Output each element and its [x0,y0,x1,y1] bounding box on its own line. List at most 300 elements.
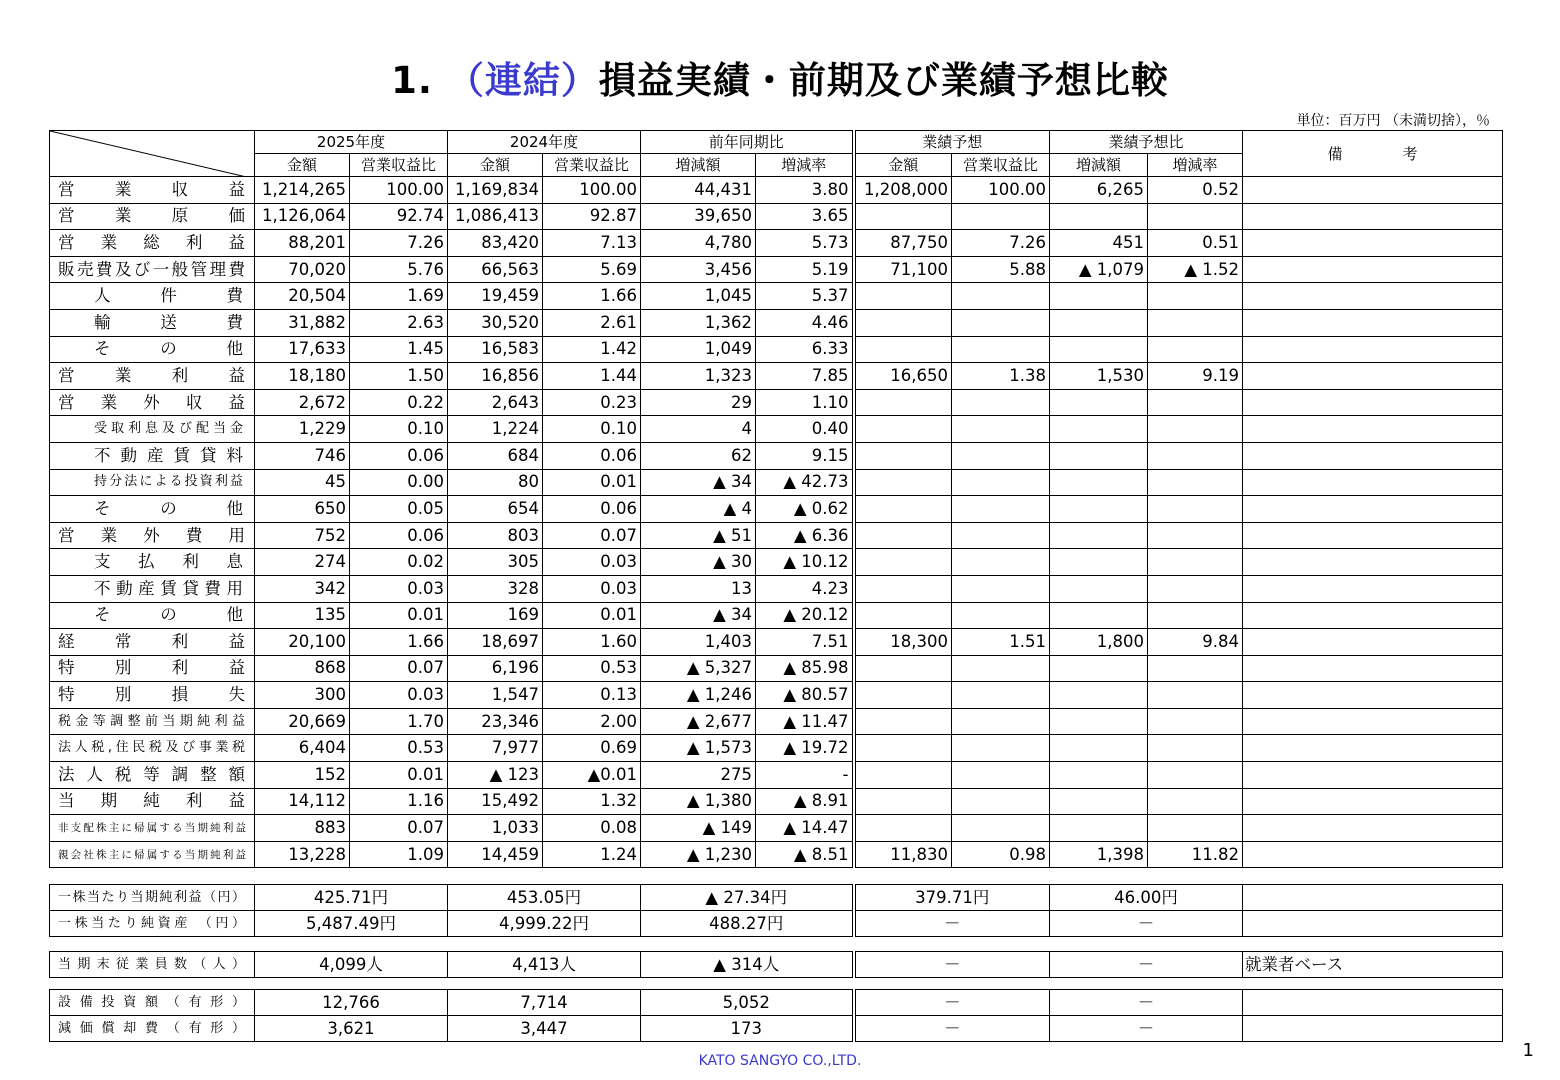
capex-table [49,989,1503,1042]
remarks-cell [1243,815,1503,842]
header-sub: 増減額 [1050,154,1148,177]
value-cell: 70,020 [255,256,350,283]
value-cell [1050,655,1148,682]
value-cell: ▲ 4 [641,496,756,523]
row-label: 特別損失 [50,682,255,709]
table-row [50,309,1503,336]
remarks-cell [1243,735,1503,762]
value-cell [1050,416,1148,443]
value-cell: 44,431 [641,177,756,204]
value-cell: 0.53 [543,655,641,682]
remarks-cell [1243,762,1503,789]
value-cell: 46.00円 [1050,885,1243,911]
value-cell [1148,762,1243,789]
value-cell: 1,530 [1050,363,1148,390]
header-sub: 営業収益比 [952,154,1050,177]
value-cell: 1.69 [350,283,448,310]
value-cell: 1,229 [255,416,350,443]
value-cell: 0.00 [350,469,448,496]
value-cell: 39,650 [641,203,756,230]
table-row [50,256,1503,283]
value-cell: 275 [641,762,756,789]
value-cell: － [854,990,1050,1016]
value-cell [854,442,952,469]
value-cell: 88,201 [255,230,350,257]
value-cell: 1.44 [543,363,641,390]
value-cell: 328 [448,575,543,602]
value-cell [1050,309,1148,336]
value-cell [952,549,1050,576]
value-cell: 11,830 [854,841,952,868]
value-cell: 19,459 [448,283,543,310]
value-cell: 0.03 [350,682,448,709]
value-cell: ▲ 30 [641,549,756,576]
value-cell: 1,208,000 [854,177,952,204]
value-cell: 746 [255,442,350,469]
header-sub: 金額 [255,154,350,177]
value-cell: 100.00 [543,177,641,204]
header-group: 業績予想 [854,131,1050,154]
company-footer: KATO SANGYO CO.,LTD. [698,1053,862,1069]
value-cell: 5.19 [756,256,854,283]
value-cell: 2.63 [350,309,448,336]
value-cell: 4 [641,416,756,443]
value-cell: － [1050,952,1243,978]
diagonal-header-cell [50,131,255,177]
value-cell: 0.06 [543,442,641,469]
value-cell: 3,621 [255,1016,448,1042]
value-cell: ▲ 314人 [641,952,854,978]
value-cell [1148,708,1243,735]
value-cell: 4.23 [756,575,854,602]
value-cell: 5,487.49円 [255,911,448,937]
value-cell: 66,563 [448,256,543,283]
value-cell: ▲ 8.91 [756,788,854,815]
value-cell [1050,496,1148,523]
row-label: 当期純利益 [50,788,255,815]
value-cell: 92.87 [543,203,641,230]
row-label: 経常利益 [50,629,255,656]
row-label: その他 [50,602,255,629]
value-cell: 1.70 [350,708,448,735]
value-cell [1050,389,1148,416]
value-cell: 14,112 [255,788,350,815]
row-label: 輸送費 [50,309,255,336]
table-row [50,336,1503,363]
value-cell: 0.05 [350,496,448,523]
table-row [50,762,1503,789]
value-cell: ▲ 0.62 [756,496,854,523]
value-cell: 803 [448,522,543,549]
remarks-cell [1243,788,1503,815]
value-cell: 379.71円 [854,885,1050,911]
value-cell: 752 [255,522,350,549]
remarks-cell [1243,177,1503,204]
value-cell: 100.00 [350,177,448,204]
remarks-cell [1243,1016,1503,1042]
value-cell: 5,052 [641,990,854,1016]
row-label: 一株当たり当期純利益（円） [50,885,255,911]
value-cell: 654 [448,496,543,523]
value-cell: 0.23 [543,389,641,416]
remarks-cell [1243,655,1503,682]
row-label: 特別利益 [50,655,255,682]
value-cell: 0.01 [350,602,448,629]
value-cell: ▲ 8.51 [756,841,854,868]
value-cell: 4,780 [641,230,756,257]
page-title [0,50,1560,104]
value-cell: 20,100 [255,629,350,656]
value-cell [1148,389,1243,416]
income-table [49,130,1503,868]
value-cell: 0.01 [350,762,448,789]
header-sub: 金額 [448,154,543,177]
value-cell: 9.84 [1148,629,1243,656]
row-label: 当期末従業員数（人） [50,952,255,978]
value-cell: 0.53 [350,735,448,762]
value-cell: ▲ 85.98 [756,655,854,682]
value-cell: 6,196 [448,655,543,682]
table-row [50,655,1503,682]
value-cell: ▲ 27.34円 [641,885,854,911]
table-row [50,283,1503,310]
value-cell: 7.51 [756,629,854,656]
value-cell [952,203,1050,230]
value-cell [1148,549,1243,576]
value-cell: 684 [448,442,543,469]
value-cell: 0.02 [350,549,448,576]
value-cell: 62 [641,442,756,469]
remarks-cell [1243,309,1503,336]
value-cell: 1.66 [543,283,641,310]
value-cell: 1.32 [543,788,641,815]
value-cell: 0.03 [350,575,448,602]
value-cell: 0.07 [350,655,448,682]
value-cell: 5.69 [543,256,641,283]
value-cell: 0.52 [1148,177,1243,204]
row-label: 法人税,住民税及び事業税 [50,735,255,762]
value-cell [1148,203,1243,230]
value-cell: 45 [255,469,350,496]
value-cell [1148,283,1243,310]
value-cell [1148,522,1243,549]
remarks-cell [1243,841,1503,868]
value-cell: 13 [641,575,756,602]
value-cell: 15,492 [448,788,543,815]
table-row [50,549,1503,576]
value-cell: 0.08 [543,815,641,842]
value-cell [952,788,1050,815]
table-row [50,788,1503,815]
remarks-cell [1243,885,1503,911]
row-label: 親会社株主に帰属する当期純利益 [50,841,255,868]
value-cell: 83,420 [448,230,543,257]
value-cell: 300 [255,682,350,709]
value-cell [1050,203,1148,230]
row-label: 不動産賃貸料 [50,442,255,469]
value-cell [854,309,952,336]
value-cell: 5.76 [350,256,448,283]
header-group: 2025年度 [255,131,448,154]
value-cell [854,655,952,682]
value-cell: 7.26 [952,230,1050,257]
value-cell [952,762,1050,789]
header-sub: 金額 [854,154,952,177]
remarks-cell: 就業者ベース [1243,952,1503,978]
row-label: 営業外費用 [50,522,255,549]
value-cell [854,469,952,496]
value-cell: 3.65 [756,203,854,230]
value-cell: 4,099人 [255,952,448,978]
value-cell: 17,633 [255,336,350,363]
value-cell: － [854,952,1050,978]
table-row [50,815,1503,842]
row-label: 営業収益 [50,177,255,204]
table-row [50,629,1503,656]
row-label: その他 [50,496,255,523]
remarks-cell [1243,522,1503,549]
value-cell: ▲ 14.47 [756,815,854,842]
row-label: 税金等調整前当期純利益 [50,708,255,735]
value-cell [854,762,952,789]
value-cell: 650 [255,496,350,523]
table-row [50,708,1503,735]
value-cell [952,469,1050,496]
value-cell: 135 [255,602,350,629]
value-cell: 5.88 [952,256,1050,283]
remarks-cell [1243,575,1503,602]
value-cell [952,682,1050,709]
value-cell [1050,522,1148,549]
value-cell: 7.13 [543,230,641,257]
remarks-cell [1243,336,1503,363]
value-cell [952,522,1050,549]
value-cell [952,309,1050,336]
value-cell: 29 [641,389,756,416]
value-cell: 1,403 [641,629,756,656]
header-sub: 増減額 [641,154,756,177]
table-row [50,389,1503,416]
value-cell: ▲ 1,573 [641,735,756,762]
value-cell: 274 [255,549,350,576]
value-cell: 1.09 [350,841,448,868]
value-cell [952,416,1050,443]
row-label: 法人税等調整額 [50,762,255,789]
value-cell: ▲ 34 [641,602,756,629]
value-cell: ▲ 1.52 [1148,256,1243,283]
value-cell: 2,672 [255,389,350,416]
value-cell: ▲ 10.12 [756,549,854,576]
row-label: 営業原価 [50,203,255,230]
title-highlight: （連結） [446,59,599,102]
value-cell: 0.03 [543,575,641,602]
row-label: 持分法による投資利益 [50,469,255,496]
row-label: 一株当たり純資産 （円） [50,911,255,937]
value-cell [854,496,952,523]
value-cell [1148,682,1243,709]
value-cell: 425.71円 [255,885,448,911]
value-cell [1050,762,1148,789]
value-cell: 0.03 [543,549,641,576]
value-cell [1148,442,1243,469]
table-row [50,885,1503,911]
header-group: 業績予想比 [1050,131,1243,154]
value-cell: ▲ 1,079 [1050,256,1148,283]
value-cell: ▲ 1,380 [641,788,756,815]
value-cell: 80 [448,469,543,496]
value-cell: 0.22 [350,389,448,416]
value-cell: 0.07 [350,815,448,842]
table-row [50,575,1503,602]
value-cell [1148,655,1243,682]
table-row [50,1016,1503,1042]
value-cell: ▲ 5,327 [641,655,756,682]
remarks-cell [1243,442,1503,469]
value-cell: 0.40 [756,416,854,443]
value-cell: 18,697 [448,629,543,656]
value-cell: ▲0.01 [543,762,641,789]
value-cell: 1.38 [952,363,1050,390]
value-cell: ▲ 19.72 [756,735,854,762]
remarks-cell [1243,549,1503,576]
value-cell: 1.50 [350,363,448,390]
remarks-cell [1243,469,1503,496]
value-cell: 1.60 [543,629,641,656]
value-cell [854,336,952,363]
value-cell: 13,228 [255,841,350,868]
value-cell: 0.06 [350,442,448,469]
table-row [50,230,1503,257]
header-sub: 増減率 [1148,154,1243,177]
remarks-cell [1243,256,1503,283]
table-row [50,682,1503,709]
table-row [50,522,1503,549]
value-cell [854,283,952,310]
remarks-cell [1243,496,1503,523]
value-cell [854,522,952,549]
value-cell [1050,283,1148,310]
value-cell: 305 [448,549,543,576]
value-cell: 0.10 [350,416,448,443]
value-cell: 169 [448,602,543,629]
value-cell [1148,815,1243,842]
value-cell [1050,549,1148,576]
per-share-table [49,884,1503,937]
value-cell [1050,336,1148,363]
table-row [50,990,1503,1016]
value-cell: 5.73 [756,230,854,257]
value-cell: 6,404 [255,735,350,762]
value-cell [1050,469,1148,496]
page-number: 1 [1522,1040,1534,1061]
value-cell: 0.06 [350,522,448,549]
table-row [50,602,1503,629]
value-cell [1148,602,1243,629]
value-cell: 2.61 [543,309,641,336]
value-cell: 1,398 [1050,841,1148,868]
value-cell [1050,575,1148,602]
value-cell: 152 [255,762,350,789]
value-cell [854,203,952,230]
value-cell: － [1050,911,1243,937]
value-cell: 1.66 [350,629,448,656]
title-text: 損益実績・前期及び業績予想比較 [598,59,1169,102]
value-cell: 868 [255,655,350,682]
value-cell: ▲ 42.73 [756,469,854,496]
value-cell: 1,547 [448,682,543,709]
value-cell: 16,856 [448,363,543,390]
value-cell: 30,520 [448,309,543,336]
value-cell: 16,650 [854,363,952,390]
value-cell: 1,169,834 [448,177,543,204]
value-cell: 6.33 [756,336,854,363]
value-cell: 71,100 [854,256,952,283]
value-cell: 0.01 [543,469,641,496]
value-cell: － [854,911,1050,937]
header-sub: 営業収益比 [543,154,641,177]
value-cell [854,708,952,735]
value-cell: 9.15 [756,442,854,469]
row-label: 受取利息及び配当金 [50,416,255,443]
value-cell: - [756,762,854,789]
value-cell: 1,362 [641,309,756,336]
value-cell: 1.42 [543,336,641,363]
value-cell: 1.24 [543,841,641,868]
table-row [50,177,1503,204]
value-cell: 1,224 [448,416,543,443]
value-cell: 16,583 [448,336,543,363]
value-cell: 87,750 [854,230,952,257]
value-cell [1050,682,1148,709]
value-cell [854,575,952,602]
value-cell: 1,214,265 [255,177,350,204]
value-cell [854,549,952,576]
table-row [50,469,1503,496]
value-cell: 342 [255,575,350,602]
diagonal-line [50,131,255,177]
remarks-cell [1243,990,1503,1016]
remarks-cell [1243,363,1503,390]
value-cell: ▲ 149 [641,815,756,842]
value-cell: 20,504 [255,283,350,310]
value-cell: 92.74 [350,203,448,230]
value-cell: 100.00 [952,177,1050,204]
value-cell: 7,714 [448,990,641,1016]
header-sub: 増減率 [756,154,854,177]
value-cell: 18,180 [255,363,350,390]
value-cell: 5.37 [756,283,854,310]
value-cell: 0.98 [952,841,1050,868]
row-label: 営業総利益 [50,230,255,257]
remarks-cell [1243,416,1503,443]
row-label: その他 [50,336,255,363]
value-cell: 4.46 [756,309,854,336]
value-cell [1148,469,1243,496]
value-cell: 2.00 [543,708,641,735]
value-cell: － [1050,990,1243,1016]
remarks-cell [1243,283,1503,310]
table-row [50,363,1503,390]
remarks-cell [1243,682,1503,709]
value-cell [952,602,1050,629]
value-cell: 9.19 [1148,363,1243,390]
value-cell: 6,265 [1050,177,1148,204]
value-cell [854,602,952,629]
remarks-cell [1243,389,1503,416]
title-number: 1. [391,59,433,102]
value-cell [1148,575,1243,602]
value-cell: － [1050,1016,1243,1042]
